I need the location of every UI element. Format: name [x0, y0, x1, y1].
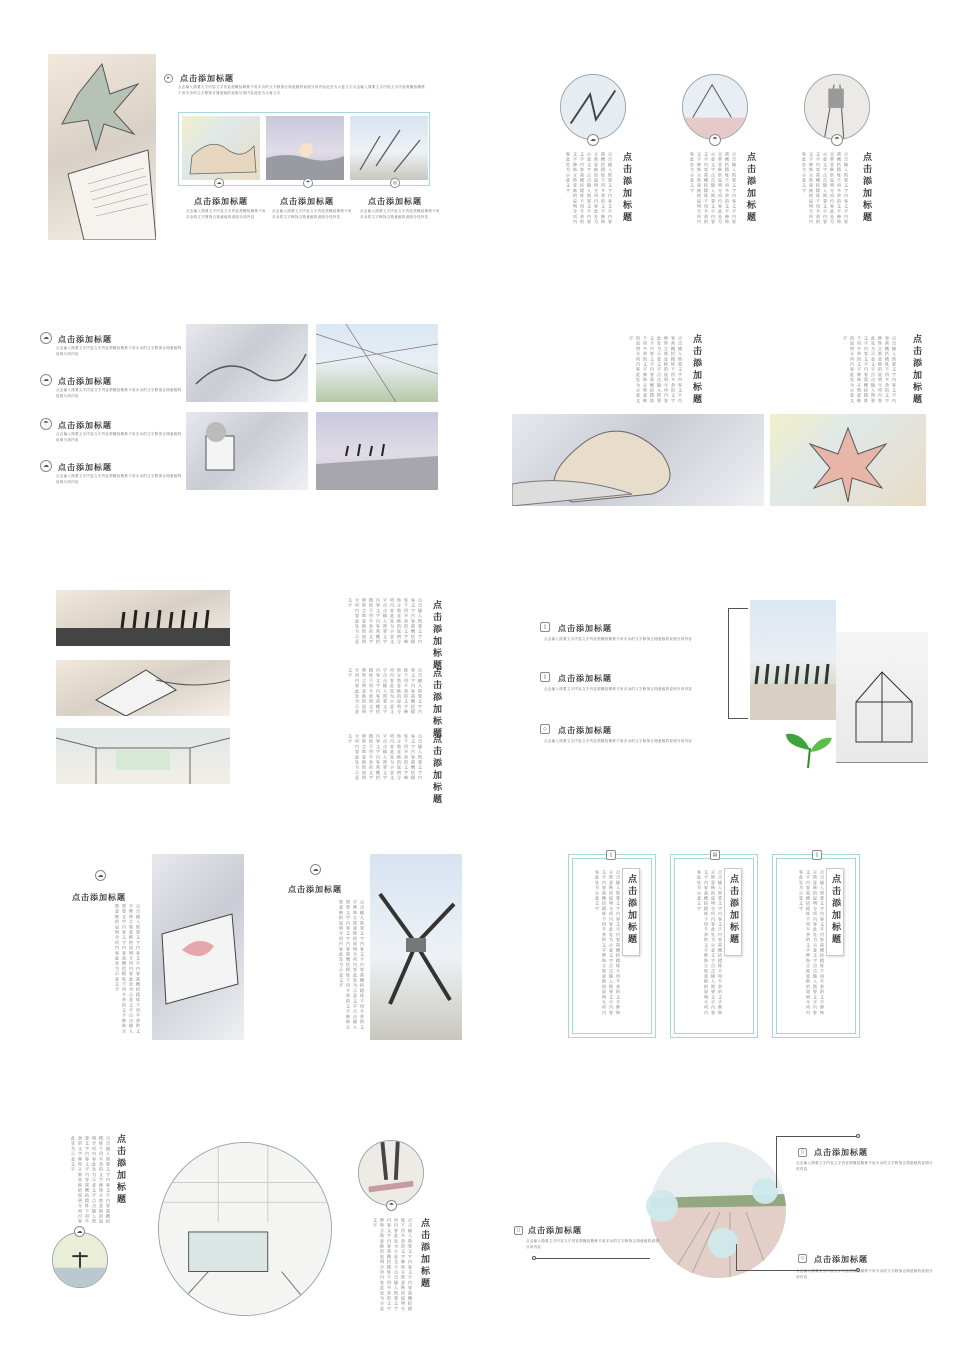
slide-7-title-1: 点击添加标题 [72, 892, 126, 902]
slide-1-sub-text-1: 点击输入简要文字内容文字内容需概括精炼不用多余的文字修饰言简意赅的说明分项内容 [186, 209, 266, 219]
cloud-icon: ☁ [310, 864, 321, 875]
leaf-hand-photo [512, 414, 764, 506]
diploma-photo [152, 854, 244, 1040]
slide-3-text-3: 点击输入简要文字内容文字内容需概括精炼不用多余的文字修饰言简意赅的说明分项内容 [56, 432, 182, 442]
bookmark-icon: ▯ [514, 1226, 523, 1235]
sprout-icon [782, 728, 836, 770]
slide-5 [50, 586, 490, 816]
rain-icon: ☂ [709, 134, 721, 146]
slide-1-sub-title-3: 点击添加标题 [368, 196, 422, 206]
slide-10-text-3: 点击输入简要文字内容文字内容需概括精炼不用多余的文字修饰言简意赅的说明分项内容 [796, 1269, 933, 1279]
bookmark-icon: ▯ [540, 622, 550, 632]
strip-photo-1 [182, 116, 260, 180]
slide-5-text-1: 点击输入简要文字内容文字内容需概括精炼不用多余的文字修饰言简意赅的说明分项内容此处为示意文字点击输入简要文字内容文字内容需概括精炼不用多余的文字修饰言简意赅的说明分项内容此处为示意文字 [348, 598, 423, 645]
cloud-icon: ☁ [587, 134, 599, 146]
hallway-photo [56, 728, 230, 784]
grid-photo-3 [186, 412, 308, 490]
slide-5-text-2: 点击输入简要文字内容文字内容需概括精炼不用多余的文字修饰言简意赅的说明分项内容此处为示意文字点击输入简要文字内容文字内容需概括精炼不用多余的文字修饰言简意赅的说明分项内容此处为示意文字 [348, 668, 423, 715]
cloud-icon: ☁ [74, 1226, 85, 1237]
sun-icon: ◎ [390, 178, 400, 188]
connector-line [776, 1136, 858, 1137]
play-icon: ▸ [164, 74, 173, 83]
slide-2-title-1: 点击添加标题 [621, 152, 631, 224]
rain-icon: ☂ [831, 134, 843, 146]
connector-line [728, 608, 729, 718]
slide-1 [46, 52, 486, 282]
slide-8-text-3: 点击输入简要文字内容文字内容需概括精炼不用多余的文字修饰言简意赅的说明分项内容此处为示意文字点击输入简要文字内容文字内容需概括精炼不用多余的文字修饰言简意赅的说明分项内容此处为示意文字 [799, 870, 825, 1016]
connector-line [728, 718, 748, 719]
grid-photo-2 [316, 324, 438, 402]
slide-5-title-3: 点击添加标题 [431, 734, 441, 806]
slide-2-text-3: 点击输入简要文字内容文字内容需概括精炼不用多余的文字修饰言简意赅的说明分项内容此处为示意文字点击输入简要文字内容文字内容需概括精炼不用多余的文字修饰言简意赅的说明分项内容此处为示意文字 [802, 152, 849, 225]
tag-icon: ◇ [540, 724, 550, 734]
slide-9-text-2: 点击输入简要文字内容文字内容需概括精炼不用多余的文字修饰言简意赅的说明分项内容此处为示意文字点击输入简要文字内容文字内容需概括精炼不用多余的文字修饰言简意赅的说明分项内容此处为示意文字 [373, 1218, 413, 1312]
connector-line [836, 762, 928, 763]
slide-6-title-1: 点击添加标题 [558, 623, 612, 633]
slide-6-text-1: 点击输入简要文字内容文字内容需概括精炼不用多余的文字修饰言简意赅的说明分项内容 [544, 637, 693, 641]
circle-photo-1 [560, 74, 626, 140]
slide-3-title-1: 点击添加标题 [58, 334, 112, 344]
slide-10-title-2: 点击添加标题 [528, 1225, 582, 1235]
connector-line [736, 1244, 737, 1270]
slide-9-text-1: 点击输入简要文字内容文字内容需概括精炼不用多余的文字修饰言简意赅的说明分项内容此处为示意文字点击输入简要文字内容文字内容需概括精炼不用多余的文字修饰言简意赅的说明分项内容此处为示意文字 [71, 1136, 111, 1225]
rain-icon: ☂ [386, 1200, 397, 1211]
slide-1-sub-title-2: 点击添加标题 [280, 196, 334, 206]
slide-6-text-3: 点击输入简要文字内容文字内容需概括精炼不用多余的文字修饰言简意赅的说明分项内容 [544, 739, 693, 743]
bookmark-icon: ▯ [798, 1148, 807, 1157]
silhouette-photo [56, 590, 230, 646]
graduation-hands-photo [56, 660, 230, 716]
slide-1-intro: 点击输入简要文字内容文字内容需概括精炼不用多余的文字修饰言简意赅的说明分项内容此处为示意文字点击输入简要文字内容文字内容需概括精炼不用多余的文字修饰言简意赅的说明分项内容此处为示意文字 [178, 85, 425, 95]
slide-1-sub-title-1: 点击添加标题 [194, 196, 248, 206]
slide-6-title-2: 点击添加标题 [558, 673, 612, 683]
slide-7-title-2: 点击添加标题 [288, 884, 342, 894]
slide-5-text-3: 点击输入简要文字内容文字内容需概括精炼不用多余的文字修饰言简意赅的说明分项内容此处为示意文字点击输入简要文字内容文字内容需概括精炼不用多余的文字修饰言简意赅的说明分项内容此处为示意文字 [348, 734, 423, 781]
slide-7 [50, 850, 490, 1080]
slide-10-text-1: 点击输入简要文字内容文字内容需概括精炼不用多余的文字修饰言简意赅的说明分项内容 [796, 1161, 933, 1171]
slide-8-text-1: 点击输入简要文字内容文字内容需概括精炼不用多余的文字修饰言简意赅的说明分项内容此处为示意文字点击输入简要文字内容文字内容需概括精炼不用多余的文字修饰言简意赅的说明分项内容此处为示意文字 [595, 870, 621, 1016]
connector-line [776, 1136, 777, 1188]
hands-circle-photo [370, 854, 462, 1040]
slide-4-text-1: 点击输入简要文字内容文字内容需概括精炼不用多余的文字修饰言简意赅的说明分项内容此处为示意文字点击输入简要文字内容文字内容需概括精炼不用多余的文字修饰言简意赅的说明分项内容此处为示意文字 [629, 336, 683, 404]
slide-10-title-1: 点击添加标题 [814, 1147, 868, 1157]
rain-icon: ☂ [303, 178, 313, 188]
accent-dot [708, 1228, 738, 1258]
slide-10-title-3: 点击添加标题 [814, 1254, 868, 1264]
book-plant-photo [48, 54, 156, 240]
slide-9 [50, 1120, 490, 1350]
slide-8-title-3: 点击添加标题 [830, 874, 840, 946]
slide-8 [508, 850, 948, 1080]
slide-9-title-1: 点击添加标题 [115, 1134, 125, 1206]
connector-dot [532, 1256, 536, 1260]
slide-3-text-4: 点击输入简要文字内容文字内容需概括精炼不用多余的文字修饰言简意赅的说明分项内容 [56, 474, 182, 484]
terrarium-photo [836, 632, 928, 762]
strip-photo-2 [266, 116, 344, 180]
cloud-icon: ☁ [214, 178, 224, 188]
slide-3-text-1: 点击输入简要文字内容文字内容需概括精炼不用多余的文字修饰言简意赅的说明分项内容 [56, 346, 182, 356]
slide-3 [36, 318, 476, 548]
connector-line [536, 1258, 650, 1259]
slide-2-title-2: 点击添加标题 [745, 152, 755, 224]
bookmark-icon: ▯ [606, 850, 616, 860]
slide-1-sub-text-3: 点击输入简要文字内容文字内容需概括精炼不用多余的文字修饰言简意赅的说明分项内容 [360, 209, 440, 219]
slide-4-title-2: 点击添加标题 [911, 334, 921, 406]
slide-6 [500, 586, 940, 816]
accent-dot [646, 1190, 678, 1222]
grid-photo-4 [316, 412, 438, 490]
tag-icon: ◇ [798, 1254, 807, 1263]
slide-6-text-2: 点击输入简要文字内容文字内容需概括精炼不用多余的文字修饰言简意赅的说明分项内容 [544, 687, 693, 691]
cloud-icon: ☁ [95, 870, 106, 881]
slide-3-title-4: 点击添加标题 [58, 462, 112, 472]
classroom-circle-photo [158, 1142, 332, 1316]
slide-7-text-1: 点击输入简要文字内容文字内容需概括精炼不用多余的文字修饰言简意赅的说明分项内容此处为示意文字点击输入简要文字内容文字内容需概括精炼不用多余的文字修饰言简意赅的说明分项内容此处为示意文字 [115, 904, 141, 1034]
slide-2-title-3: 点击添加标题 [861, 152, 871, 224]
slide-4 [508, 318, 948, 548]
slide-9-title-2: 点击添加标题 [419, 1218, 429, 1290]
slide-2-text-2: 点击输入简要文字内容文字内容需概括精炼不用多余的文字修饰言简意赅的说明分项内容此处为示意文字点击输入简要文字内容文字内容需概括精炼不用多余的文字修饰言简意赅的说明分项内容此处为示意文字 [690, 152, 737, 225]
slide-3-text-2: 点击输入简要文字内容文字内容需概括精炼不用多余的文字修饰言简意赅的说明分项内容 [56, 388, 182, 398]
slide-2-text-1: 点击输入简要文字内容文字内容需概括精炼不用多余的文字修饰言简意赅的说明分项内容此处为示意文字点击输入简要文字内容文字内容需概括精炼不用多余的文字修饰言简意赅的说明分项内容此处为示意文字 [566, 152, 613, 225]
slide-7-text-2: 点击输入简要文字内容文字内容需概括精炼不用多余的文字修饰言简意赅的说明分项内容此处为示意文字点击输入简要文字内容文字内容需概括精炼不用多余的文字修饰言简意赅的说明分项内容此处为示意文字 [339, 900, 365, 1030]
calendar-icon: ▤ [710, 850, 720, 860]
bookmark-icon: ▯ [812, 850, 822, 860]
slide-3-title-3: 点击添加标题 [58, 420, 112, 430]
cloud-icon: ☁ [40, 374, 52, 386]
rain-icon: ☂ [40, 418, 52, 430]
strip-photo-3 [350, 116, 428, 180]
circle-photo-3 [804, 74, 870, 140]
group-cheer-photo [750, 600, 836, 720]
slide-5-title-2: 点击添加标题 [431, 668, 441, 740]
cloud-icon: ☁ [40, 332, 52, 344]
slide-8-title-1: 点击添加标题 [626, 874, 636, 946]
slide-10 [508, 1120, 948, 1350]
slide-4-text-2: 点击输入简要文字内容文字内容需概括精炼不用多余的文字修饰言简意赅的说明分项内容此处为示意文字点击输入简要文字内容文字内容需概括精炼不用多余的文字修饰言简意赅的说明分项内容此处为示意文字 [843, 336, 897, 404]
feet-circle-photo [358, 1140, 424, 1206]
connector-line [728, 608, 748, 609]
accent-dot [752, 1178, 778, 1204]
slide-3-title-2: 点击添加标题 [58, 376, 112, 386]
connector-dot [856, 1134, 860, 1138]
maple-leaf-photo [770, 414, 926, 506]
jump-circle-photo [52, 1232, 108, 1288]
slide-10-text-2: 点击输入简要文字内容文字内容需概括精炼不用多余的文字修饰言简意赅的说明分项内容 [526, 1239, 659, 1249]
slide-8-title-2: 点击添加标题 [728, 874, 738, 946]
cloud-icon: ☁ [40, 460, 52, 472]
bookmark-icon: ▯ [540, 672, 550, 682]
slide-1-title: 点击添加标题 [180, 73, 234, 83]
slide-5-title-1: 点击添加标题 [431, 600, 441, 672]
slide-6-title-3: 点击添加标题 [558, 725, 612, 735]
circle-photo-2 [682, 74, 748, 140]
slide-4-title-1: 点击添加标题 [691, 334, 701, 406]
slide-2 [500, 52, 940, 282]
grid-photo-1 [186, 324, 308, 402]
slide-8-text-2: 点击输入简要文字内容文字内容需概括精炼不用多余的文字修饰言简意赅的说明分项内容此处为示意文字点击输入简要文字内容文字内容需概括精炼不用多余的文字修饰言简意赅的说明分项内容此处为示意文字 [697, 870, 723, 1016]
slide-1-sub-text-2: 点击输入简要文字内容文字内容需概括精炼不用多余的文字修饰言简意赅的说明分项内容 [272, 209, 352, 219]
